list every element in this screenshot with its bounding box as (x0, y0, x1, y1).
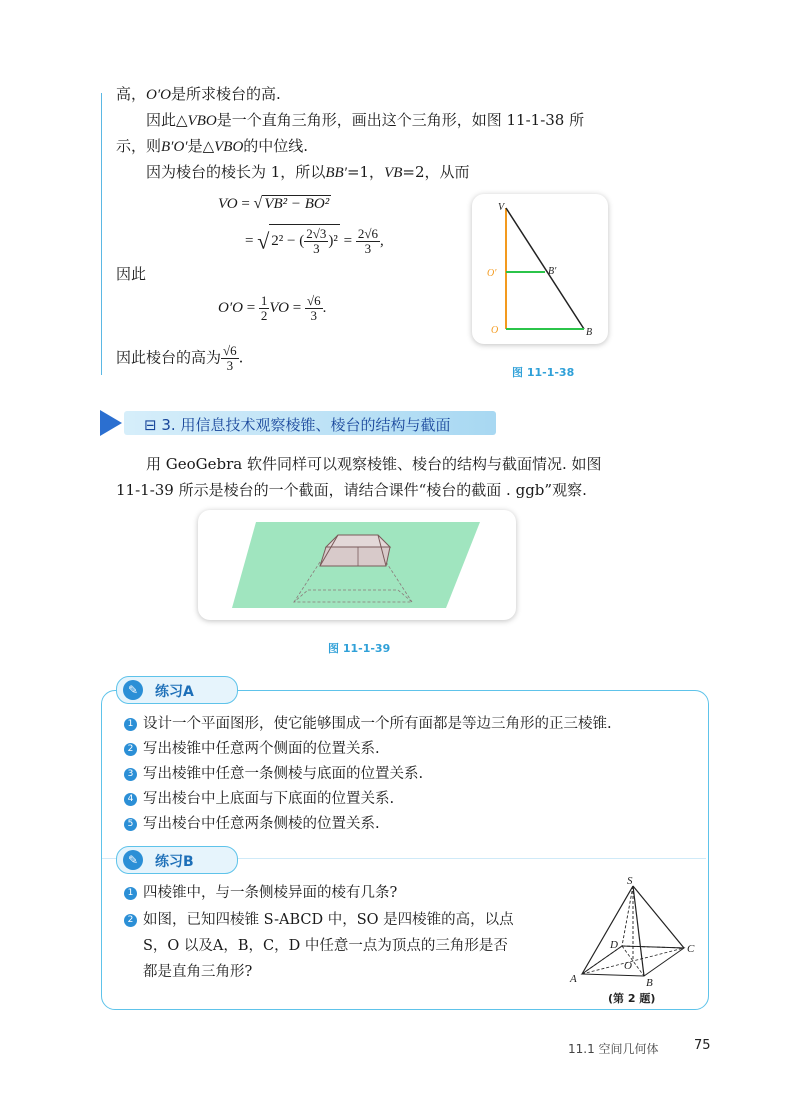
exercise-a-item: 1 设计一个平面图形，使它能够围成一个所有面都是等边三角形的正三棱锥. (124, 714, 612, 739)
text-line-3: 示，则B′O′是△VBO的中位线. (116, 137, 309, 155)
figure-11-1-39-caption: 图 11-1-39 (328, 642, 391, 655)
label-v: V (498, 202, 505, 213)
exercise-b-item-2: 2 如图，已知四棱锥 S-ABCD 中，SO 是四棱锥的高，以点 (124, 910, 514, 930)
exercise-b-item-1: 1 四棱锥中，与一条侧棱异面的棱有几条? (124, 883, 397, 903)
exercise-a-item: 3 写出棱锥中任意一条侧棱与底面的位置关系. (124, 764, 612, 789)
label-d: D (610, 939, 618, 951)
exercise-a-header: ✎ 练习A (116, 676, 238, 704)
equation-vo: VO = √ VB² − BO² (218, 195, 330, 212)
section-title: ⊟ 3. 用信息技术观察棱锥、棱台的结构与截面 (144, 416, 451, 434)
exercise-b-item-2-line-3: 都是直角三角形? (143, 964, 253, 980)
text-conclusion: 因此棱台的高为 $\frac{√6}{3}$ . (116, 343, 244, 373)
label-b: B (646, 977, 653, 988)
section-icon: ⊟ (144, 416, 157, 434)
label-c: C (687, 943, 695, 955)
footer-section: 11.1 空间几何体 (568, 1042, 659, 1056)
exercise-a-list (124, 714, 612, 839)
segment-vb (506, 208, 584, 329)
label-o: O (624, 960, 632, 972)
label-o: O (491, 325, 499, 336)
frustum-cross-section-diagram (198, 510, 516, 620)
leaf-icon: ✎ (123, 850, 143, 870)
label-b-prime: B′ (548, 266, 557, 277)
equation-vo-row2: = √ 2² − ( $\frac{2√3}{3}$ )² = $\frac{2√6}{3}$ , (245, 226, 384, 256)
label-o-prime: O′ (487, 268, 497, 279)
exercise-b-item-2-line-2: S，O 以及A，B，C，D 中任意一点为顶点的三角形是否 (143, 938, 508, 954)
text-line-2: 因此△VBO是一个直角三角形，画出这个三角形，如图 11-1-38 所 (146, 111, 585, 129)
leaf-icon: ✎ (123, 680, 143, 700)
exercise-a-item: 2 写出棱锥中任意两个侧面的位置关系. (124, 739, 612, 764)
section-band (100, 408, 500, 438)
figure-11-1-38-card (472, 194, 608, 344)
pyramid-s-abcd-diagram (566, 874, 702, 988)
exercise-b-header: ✎ 练习B (116, 846, 238, 874)
exercise-a-item: 5 写出棱台中任意两条侧棱的位置关系. (124, 814, 612, 839)
label-s: S (627, 875, 633, 887)
text-line-4: 因为棱台的棱长为 1，所以BB′=1，VB=2，从而 (146, 163, 470, 181)
page-number: 75 (694, 1038, 711, 1053)
exercise-a-item: 4 写出棱台中上底面与下底面的位置关系. (124, 789, 612, 814)
text-yinci: 因此 (116, 265, 147, 283)
text-line-1: 高，O′O是所求棱台的高. (116, 85, 281, 103)
label-b: B (586, 327, 593, 338)
equation-oo: O′O = $\frac{1}{2}$ VO = $\frac{√6}{3}$ . (218, 293, 327, 323)
triangle-vbo-diagram (472, 194, 608, 344)
section-paragraph-line-2: 11-1-39 所示是棱台的一个截面，请结合课件“棱台的截面 . ggb”观察. (116, 481, 587, 499)
section-paragraph-line-1: 用 GeoGebra 软件同样可以观察棱锥、棱台的结构与截面情况. 如图 (146, 455, 602, 473)
margin-guide-line (101, 93, 102, 375)
pyramid-figure-caption: (第 2 题) (608, 992, 656, 1005)
pyramid-figure (566, 874, 702, 988)
label-a: A (570, 973, 577, 985)
figure-11-1-38-caption: 图 11-1-38 (512, 366, 575, 379)
figure-11-1-39-card (198, 510, 516, 620)
